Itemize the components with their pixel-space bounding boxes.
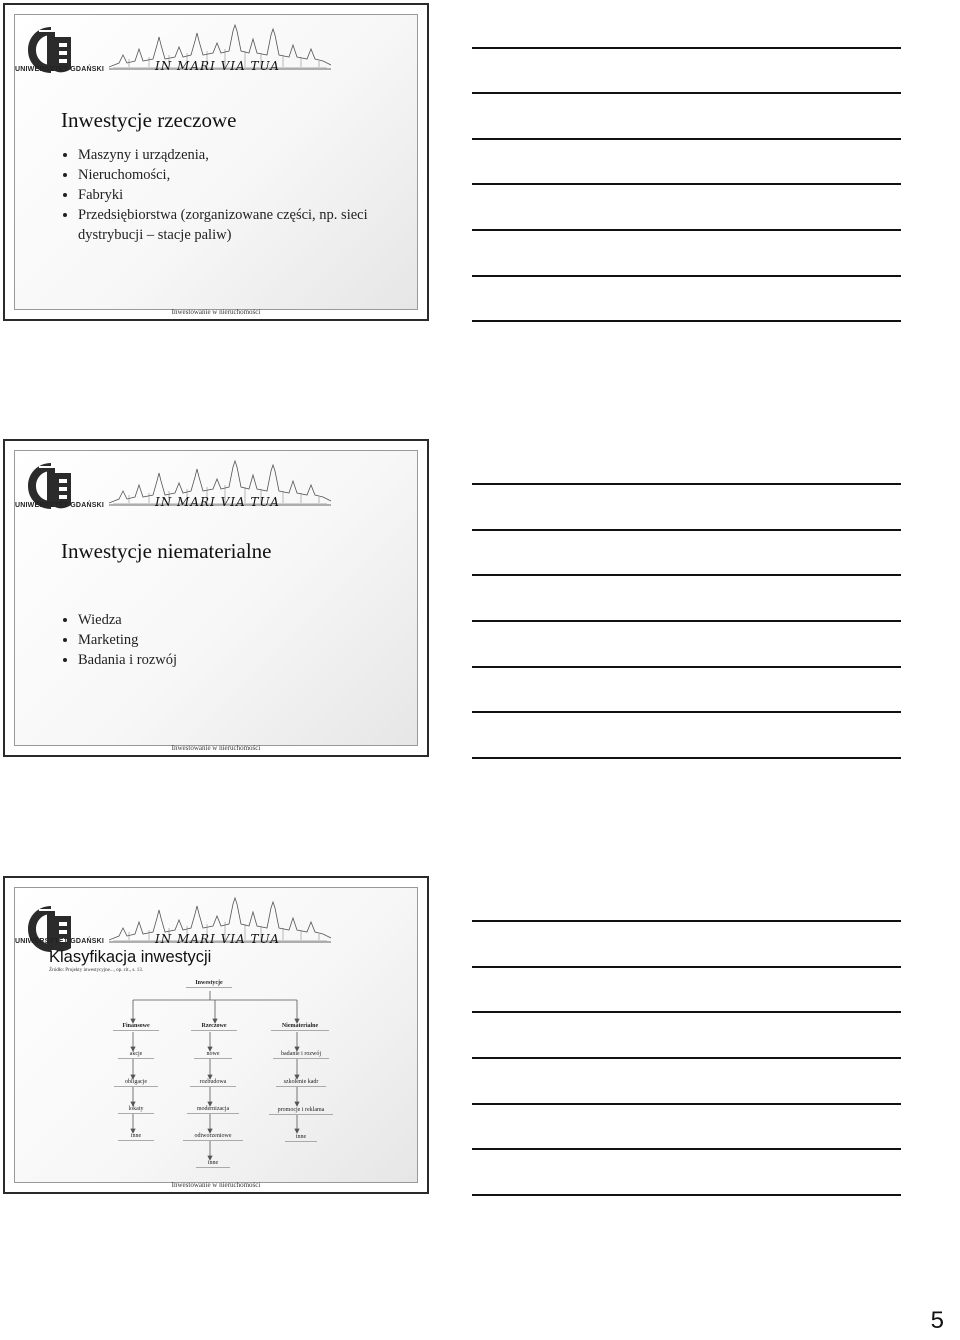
slide-2 — [3, 439, 429, 757]
note-line — [472, 483, 901, 485]
note-line — [472, 966, 901, 968]
slide-footer — [5, 308, 427, 316]
note-line — [472, 1148, 901, 1150]
note-line — [472, 183, 901, 185]
note-line — [472, 920, 901, 922]
note-line — [472, 711, 901, 713]
diagram-node: rozbudowa — [190, 1078, 236, 1087]
diagram-column-header: Niematerialne — [271, 1022, 329, 1031]
diagram-node: modernizacja — [187, 1105, 239, 1114]
bullet-list — [61, 610, 378, 670]
university-motto: IN MARI VIA TUA — [155, 495, 280, 509]
bullet-item: • Badania i rozwój — [78, 650, 378, 670]
diagram-node: badanie i rozwój — [273, 1050, 329, 1059]
note-line — [472, 1057, 901, 1059]
note-line — [472, 529, 901, 531]
slide-1 — [3, 3, 429, 321]
university-motto: IN MARI VIA TUA — [155, 932, 280, 946]
diagram-node: odtworzeniowe — [183, 1132, 243, 1141]
note-line — [472, 757, 901, 759]
footer-text: Inwestowanie w nieruchomości — [171, 744, 261, 752]
diagram-node: lokaty — [118, 1105, 154, 1114]
slide-title: Inwestycje niematerialne — [61, 539, 272, 563]
note-line — [472, 1011, 901, 1013]
note-line — [472, 320, 901, 322]
bullet-item: • Wiedza — [78, 610, 378, 630]
diagram-column-header: Rzeczowe — [191, 1022, 237, 1031]
bullet-item: • Fabryki — [78, 185, 378, 205]
bullet-item: • Maszyny i urządzenia, — [78, 145, 378, 165]
note-line — [472, 666, 901, 668]
bullet-item: • Marketing — [78, 630, 378, 650]
diagram-node: szkolenie kadr — [276, 1078, 326, 1087]
slide-footer — [5, 1181, 427, 1189]
slide-footer — [5, 744, 427, 752]
note-line — [472, 275, 901, 277]
footer-text: Inwestowanie w nieruchomości — [171, 1181, 261, 1189]
bullet-list — [61, 145, 378, 245]
diagram-node: inne — [285, 1133, 317, 1142]
bullet-item: • Nieruchomości, — [78, 165, 378, 185]
university-motto: IN MARI VIA TUA — [155, 59, 280, 73]
footer-text: Inwestowanie w nieruchomości — [171, 308, 261, 316]
slide-title: Klasyfikacja inwestycji — [49, 948, 212, 966]
diagram-node: inne — [196, 1159, 230, 1168]
note-line — [472, 229, 901, 231]
note-line — [472, 1103, 901, 1105]
note-line — [472, 620, 901, 622]
university-name: UNIWERSYTET GDAŃSKI — [15, 502, 104, 509]
source-note: Źródło: Projekty inwestycyjne..., op. cit., s. 13. — [49, 968, 144, 973]
note-line — [472, 574, 901, 576]
diagram-node: inne — [118, 1132, 154, 1141]
diagram-column-header: Finansowe — [113, 1022, 159, 1031]
note-line — [472, 1194, 901, 1196]
diagram-root-node: Inwestycje — [186, 979, 232, 988]
classification-diagram-connectors — [5, 878, 431, 1196]
university-name: UNIWERSYTET GDAŃSKI — [15, 66, 104, 73]
diagram-node: obligacje — [114, 1078, 158, 1087]
note-line — [472, 92, 901, 94]
diagram-node: nowe — [194, 1050, 232, 1059]
note-line — [472, 47, 901, 49]
diagram-node: promocje i reklama — [269, 1106, 333, 1115]
page-number: 5 — [930, 1307, 944, 1334]
diagram-node: akcje — [118, 1050, 154, 1059]
bullet-item: • Przedsiębiorstwa (zorganizowane części, np. sieci dystrybucji – stacje paliw) — [78, 205, 378, 245]
note-line — [472, 138, 901, 140]
university-name: UNIWERSYTET GDAŃSKI — [15, 938, 104, 945]
slide-3 — [3, 876, 429, 1194]
slide-title: Inwestycje rzeczowe — [61, 108, 237, 132]
